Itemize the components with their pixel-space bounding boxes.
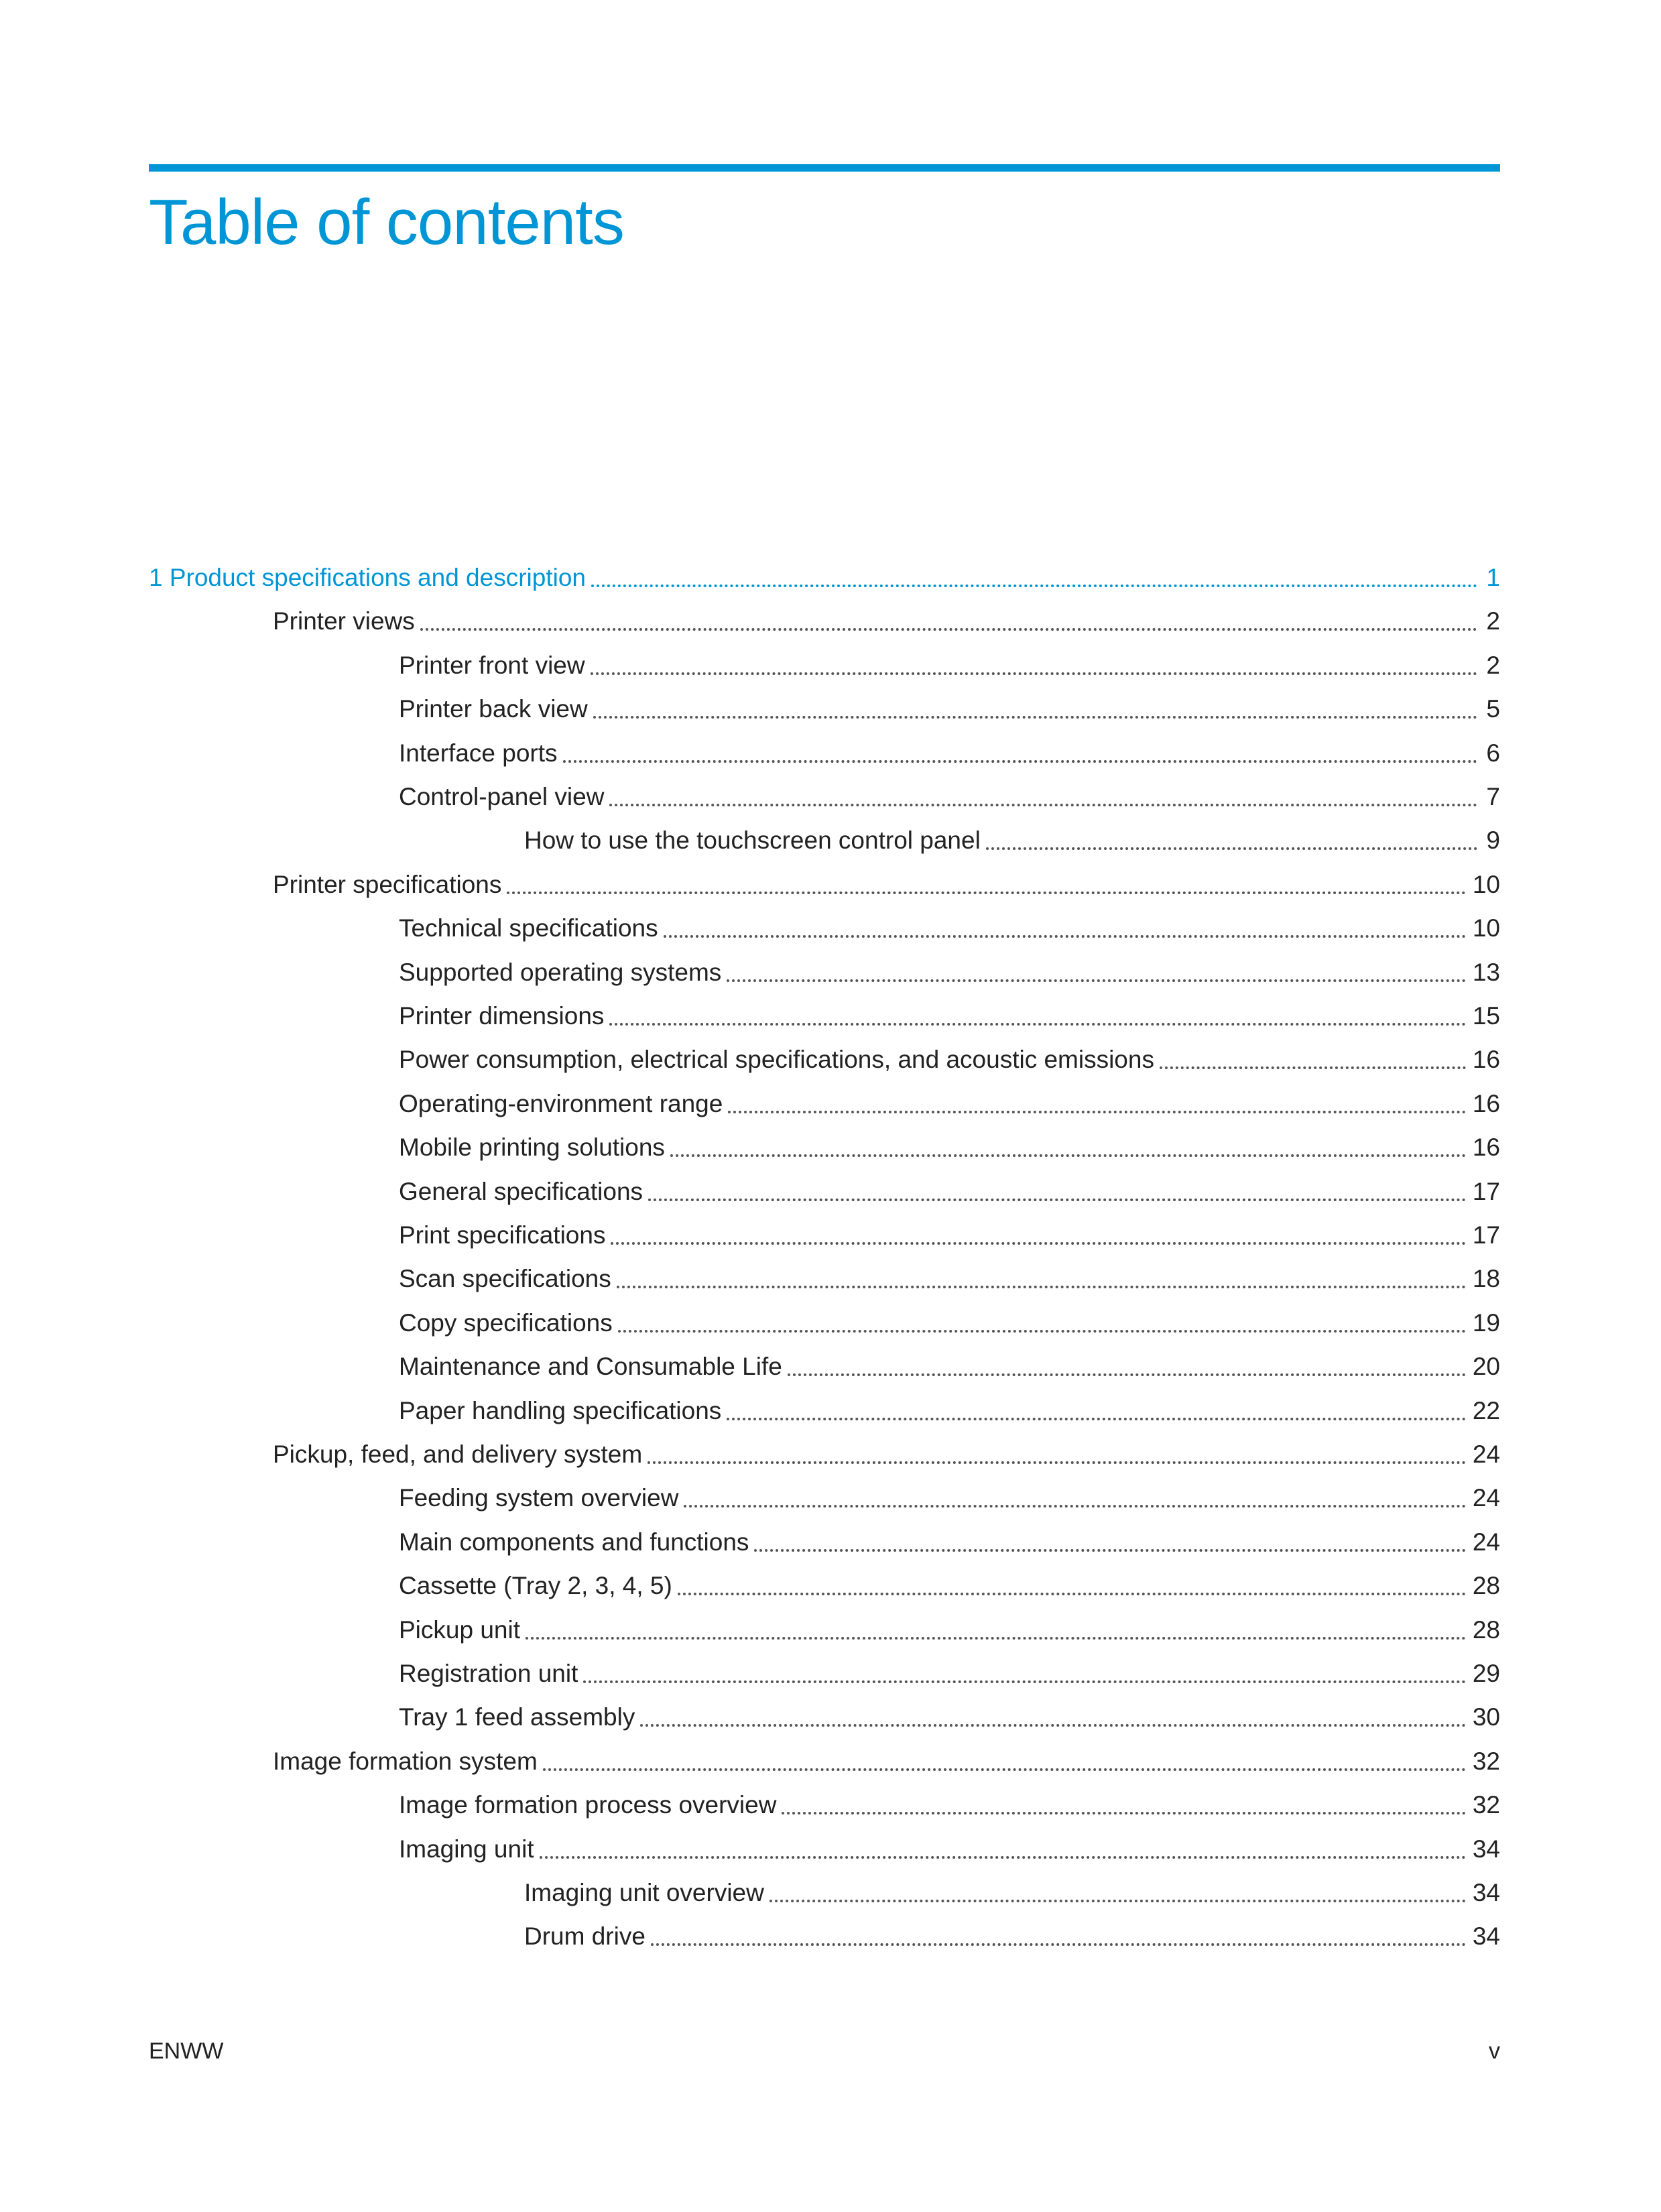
toc-entry-label: Interface ports bbox=[399, 739, 558, 767]
toc-entry-page: 17 bbox=[1472, 1178, 1500, 1205]
toc-entry-label: Printer dimensions bbox=[399, 1002, 605, 1030]
dot-leader bbox=[583, 1680, 1465, 1683]
toc-entry-label: Pickup unit bbox=[399, 1616, 520, 1644]
toc-entry-page: 34 bbox=[1472, 1879, 1500, 1906]
toc-entry-label: Mobile printing solutions bbox=[399, 1133, 665, 1161]
dot-leader bbox=[618, 1330, 1466, 1333]
toc-entry[interactable] bbox=[399, 1260, 1500, 1298]
dot-leader bbox=[526, 1637, 1466, 1640]
toc-entry[interactable] bbox=[399, 1173, 1500, 1211]
toc-entry[interactable] bbox=[273, 866, 1500, 904]
dot-leader bbox=[788, 1373, 1466, 1376]
toc-entry-page: 32 bbox=[1472, 1747, 1500, 1775]
toc-entry[interactable] bbox=[399, 1392, 1500, 1430]
toc-entry-label: Printer specifications bbox=[273, 871, 502, 898]
toc-entry[interactable] bbox=[273, 1743, 1500, 1780]
toc-chapter-entry[interactable] bbox=[149, 559, 1500, 597]
toc-entry-page: 16 bbox=[1472, 1090, 1500, 1117]
toc-entry-label: Image formation system bbox=[273, 1747, 538, 1775]
toc-entry-label: Paper handling specifications bbox=[399, 1397, 722, 1424]
dot-leader bbox=[664, 935, 1466, 938]
toc-entry-page: 30 bbox=[1472, 1703, 1500, 1731]
toc-entry[interactable] bbox=[399, 1524, 1500, 1561]
toc-entry[interactable] bbox=[399, 1699, 1500, 1736]
toc-entry-label: Tray 1 feed assembly bbox=[399, 1703, 635, 1731]
toc-entry[interactable] bbox=[273, 1436, 1500, 1473]
toc-entry[interactable] bbox=[524, 822, 1500, 859]
dot-leader bbox=[684, 1505, 1465, 1508]
dot-leader bbox=[782, 1812, 1465, 1815]
toc-entry-page: 19 bbox=[1472, 1309, 1500, 1337]
toc-entry-page: 2 bbox=[1486, 607, 1500, 635]
toc-entry[interactable] bbox=[399, 1831, 1500, 1868]
toc-entry[interactable] bbox=[399, 735, 1500, 772]
toc-entry-label: 1 Product specifications and description bbox=[149, 564, 586, 591]
toc-entry[interactable] bbox=[399, 910, 1500, 947]
dot-leader bbox=[678, 1593, 1466, 1595]
toc-entry-label: Printer front view bbox=[399, 652, 585, 679]
toc-entry-page: 29 bbox=[1472, 1660, 1500, 1687]
toc-entry-page: 32 bbox=[1472, 1791, 1500, 1819]
toc-entry[interactable] bbox=[399, 1348, 1500, 1386]
toc-entry-label: Operating-environment range bbox=[399, 1090, 723, 1117]
toc-entry[interactable] bbox=[399, 1217, 1500, 1254]
dot-leader bbox=[728, 1111, 1466, 1113]
toc-entry-page: 24 bbox=[1472, 1440, 1500, 1468]
toc-entry-page: 9 bbox=[1486, 826, 1500, 854]
toc-entry-label: Pickup, feed, and delivery system bbox=[273, 1440, 643, 1468]
toc-entry[interactable] bbox=[399, 1655, 1500, 1693]
toc-entry[interactable] bbox=[399, 778, 1500, 816]
toc-entry[interactable] bbox=[399, 1786, 1500, 1824]
dot-leader bbox=[770, 1900, 1466, 1902]
dot-leader bbox=[593, 716, 1477, 719]
dot-leader bbox=[640, 1724, 1466, 1727]
dot-leader bbox=[540, 1856, 1466, 1859]
toc-entry-page: 28 bbox=[1472, 1572, 1500, 1599]
toc-entry-label: General specifications bbox=[399, 1178, 643, 1205]
toc-entry-label: Printer views bbox=[273, 607, 415, 635]
toc-entry-label: Imaging unit bbox=[399, 1835, 534, 1863]
toc-entry-page: 17 bbox=[1472, 1221, 1500, 1249]
toc-entry-label: Cassette (Tray 2, 3, 4, 5) bbox=[399, 1572, 672, 1599]
toc-entry-label: Main components and functions bbox=[399, 1528, 749, 1556]
dot-leader bbox=[651, 1943, 1466, 1946]
toc-entry-label: Image formation process overview bbox=[399, 1791, 777, 1819]
dot-leader bbox=[563, 760, 1477, 763]
dot-leader bbox=[986, 847, 1477, 850]
toc-entry-page: 34 bbox=[1472, 1835, 1500, 1863]
toc-entry-label: Scan specifications bbox=[399, 1265, 611, 1292]
dot-leader bbox=[648, 1199, 1466, 1201]
page-title: Table of contents bbox=[149, 186, 624, 258]
title-rule bbox=[149, 164, 1500, 172]
toc-entry-page: 16 bbox=[1472, 1133, 1500, 1161]
toc-entry-label: Feeding system overview bbox=[399, 1484, 679, 1512]
toc-entry-page: 28 bbox=[1472, 1616, 1500, 1644]
dot-leader bbox=[754, 1549, 1465, 1552]
dot-leader bbox=[609, 804, 1477, 806]
toc-entry[interactable] bbox=[399, 954, 1500, 991]
toc-entry-page: 20 bbox=[1472, 1353, 1500, 1380]
toc-entry-label: Control-panel view bbox=[399, 783, 605, 810]
dot-leader bbox=[670, 1154, 1466, 1157]
toc-entry-page: 22 bbox=[1472, 1397, 1500, 1424]
toc-entry[interactable] bbox=[273, 603, 1500, 640]
toc-entry[interactable] bbox=[399, 997, 1500, 1035]
toc-entry-page: 15 bbox=[1472, 1002, 1500, 1030]
toc-entry-page: 18 bbox=[1472, 1265, 1500, 1292]
toc-entry-label: Copy specifications bbox=[399, 1309, 613, 1337]
toc-entry[interactable] bbox=[399, 1567, 1500, 1605]
toc-entry-page: 10 bbox=[1472, 871, 1500, 898]
toc-entry[interactable] bbox=[399, 1304, 1500, 1342]
dot-leader bbox=[727, 1418, 1466, 1420]
toc-entry-page: 10 bbox=[1472, 914, 1500, 942]
toc-entry-label: Print specifications bbox=[399, 1221, 606, 1249]
toc-entry-label: Technical specifications bbox=[399, 914, 658, 942]
toc-entry-label: Printer back view bbox=[399, 695, 588, 723]
dot-leader bbox=[648, 1461, 1466, 1464]
footer-page-number: v bbox=[1489, 2038, 1500, 2064]
toc-entry-page: 1 bbox=[1486, 564, 1500, 591]
dot-leader bbox=[507, 892, 1465, 894]
toc-entry[interactable] bbox=[399, 690, 1500, 728]
toc-entry[interactable] bbox=[399, 647, 1500, 684]
toc-entry-label: Maintenance and Consumable Life bbox=[399, 1353, 782, 1380]
toc-entry-page: 7 bbox=[1486, 783, 1500, 810]
dot-leader bbox=[591, 672, 1477, 675]
toc-entry[interactable] bbox=[399, 1611, 1500, 1649]
dot-leader bbox=[1160, 1066, 1466, 1069]
toc-entry[interactable] bbox=[399, 1041, 1500, 1079]
toc-entry[interactable] bbox=[399, 1085, 1500, 1123]
toc-entry-page: 2 bbox=[1486, 652, 1500, 679]
toc-entry-page: 5 bbox=[1486, 695, 1500, 723]
toc-entry-page: 13 bbox=[1472, 959, 1500, 986]
toc-entry-page: 24 bbox=[1472, 1528, 1500, 1556]
dot-leader bbox=[420, 628, 1477, 631]
dot-leader bbox=[609, 1023, 1465, 1026]
toc-entry[interactable] bbox=[524, 1874, 1500, 1912]
toc-entry-label: Power consumption, electrical specifications, and acoustic emissions bbox=[399, 1046, 1154, 1073]
dot-leader bbox=[617, 1286, 1466, 1288]
toc-entry-label: Imaging unit overview bbox=[524, 1879, 764, 1906]
toc-entry[interactable] bbox=[399, 1129, 1500, 1166]
toc-entry-page: 16 bbox=[1472, 1046, 1500, 1073]
toc-entry-label: Supported operating systems bbox=[399, 959, 722, 986]
footer-doc-code: ENWW bbox=[149, 2038, 224, 2064]
dot-leader bbox=[543, 1768, 1466, 1771]
toc-entry[interactable] bbox=[399, 1479, 1500, 1517]
dot-leader bbox=[591, 585, 1477, 587]
toc-entry-page: 6 bbox=[1486, 739, 1500, 767]
toc-entry-label: Registration unit bbox=[399, 1660, 578, 1687]
dot-leader bbox=[727, 979, 1466, 982]
toc-entry-label: Drum drive bbox=[524, 1922, 645, 1950]
toc-entry[interactable] bbox=[524, 1918, 1500, 1955]
dot-leader bbox=[611, 1242, 1465, 1245]
toc-entry-page: 24 bbox=[1472, 1484, 1500, 1512]
toc-entry-page: 34 bbox=[1472, 1922, 1500, 1950]
toc-entry-label: How to use the touchscreen control panel bbox=[524, 826, 981, 854]
